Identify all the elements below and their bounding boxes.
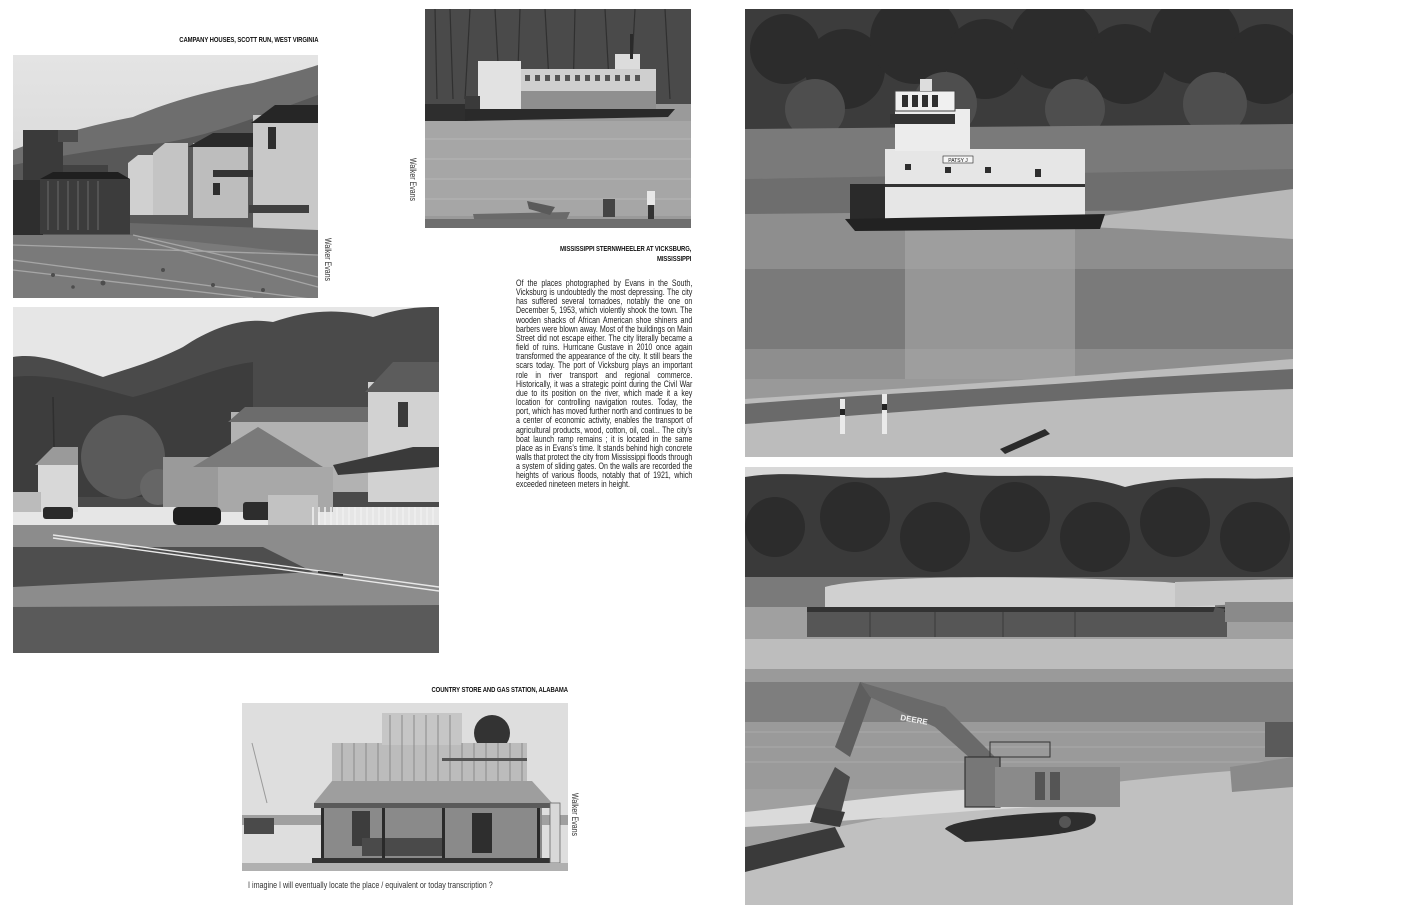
photo-modern-street-image — [13, 307, 439, 653]
photo-country-store — [242, 703, 568, 871]
caption-country-store: COUNTRY STORE AND GAS STATION, ALABAMA — [431, 685, 568, 694]
caption-company-houses: CAMPANY HOUSES, SCOTT RUN, WEST VIRGINIA — [178, 35, 318, 44]
credit-company-houses: Walker Evans — [323, 238, 333, 282]
photo-excavator-image — [745, 467, 1293, 905]
photo-towboat-image — [745, 9, 1293, 457]
photo-towboat — [745, 9, 1293, 457]
towboat-name: PATSY J — [948, 157, 968, 164]
photo-company-houses-image — [13, 55, 318, 298]
photo-modern-street — [13, 307, 439, 653]
excavator-brand: DEERE — [899, 713, 929, 727]
caption-sternwheeler-line-1: MISSISSIPPI STERNWHEELER AT VICKSBURG, — [559, 244, 691, 253]
photo-country-store-image — [242, 703, 568, 871]
photo-excavator — [745, 467, 1293, 905]
photo-sternwheeler-image — [425, 9, 691, 228]
photo-company-houses — [13, 55, 318, 298]
caption-sternwheeler — [560, 244, 691, 264]
article-body-text: Of the places photographed by Evans in the South, Vicksburg is undoubtedly the most depressing. The city has suffered several tornadoes, notably the one on December 5, 1953, which violently shook the town. The wooden shacks of African American shoe shiners and barbers were blown away. Most of the buildings on Main Street did not escape either. The city literally became a field of ruins. Hurricane Gustave in 2010 once again transformed the appearance of the city. It still bears the scars today. The port of Vicksburg plays an important role in river transport and regional commerce. Historically, it was a strategic point during the Civil War due to its position on the river, which made it a key location for controlling navigation routes. Today, the port, which has moved further north and continues to be a center of economic activity, enables the transport of agricultural products, wood, cotton, oil, coal... The city’s boat launch ramp remains ; it is located in the same place as in Evans’s time. It stands behind high concrete walls that protect the city from Mississippi floods through a system of sliding gates. On the walls are recorded the heights of various floods, notably that of 1921, which exceeded nineteen meters in height. — [516, 278, 693, 490]
caption-sternwheeler-line-2: MISSISSIPPI — [656, 254, 691, 263]
photo-sternwheeler — [425, 9, 691, 228]
credit-country-store: Walker Evans — [570, 793, 580, 837]
credit-sternwheeler: Walker Evans — [408, 158, 418, 202]
author-note: I imagine I will eventually locate the place / equivalent or today transcription ? — [248, 880, 493, 890]
